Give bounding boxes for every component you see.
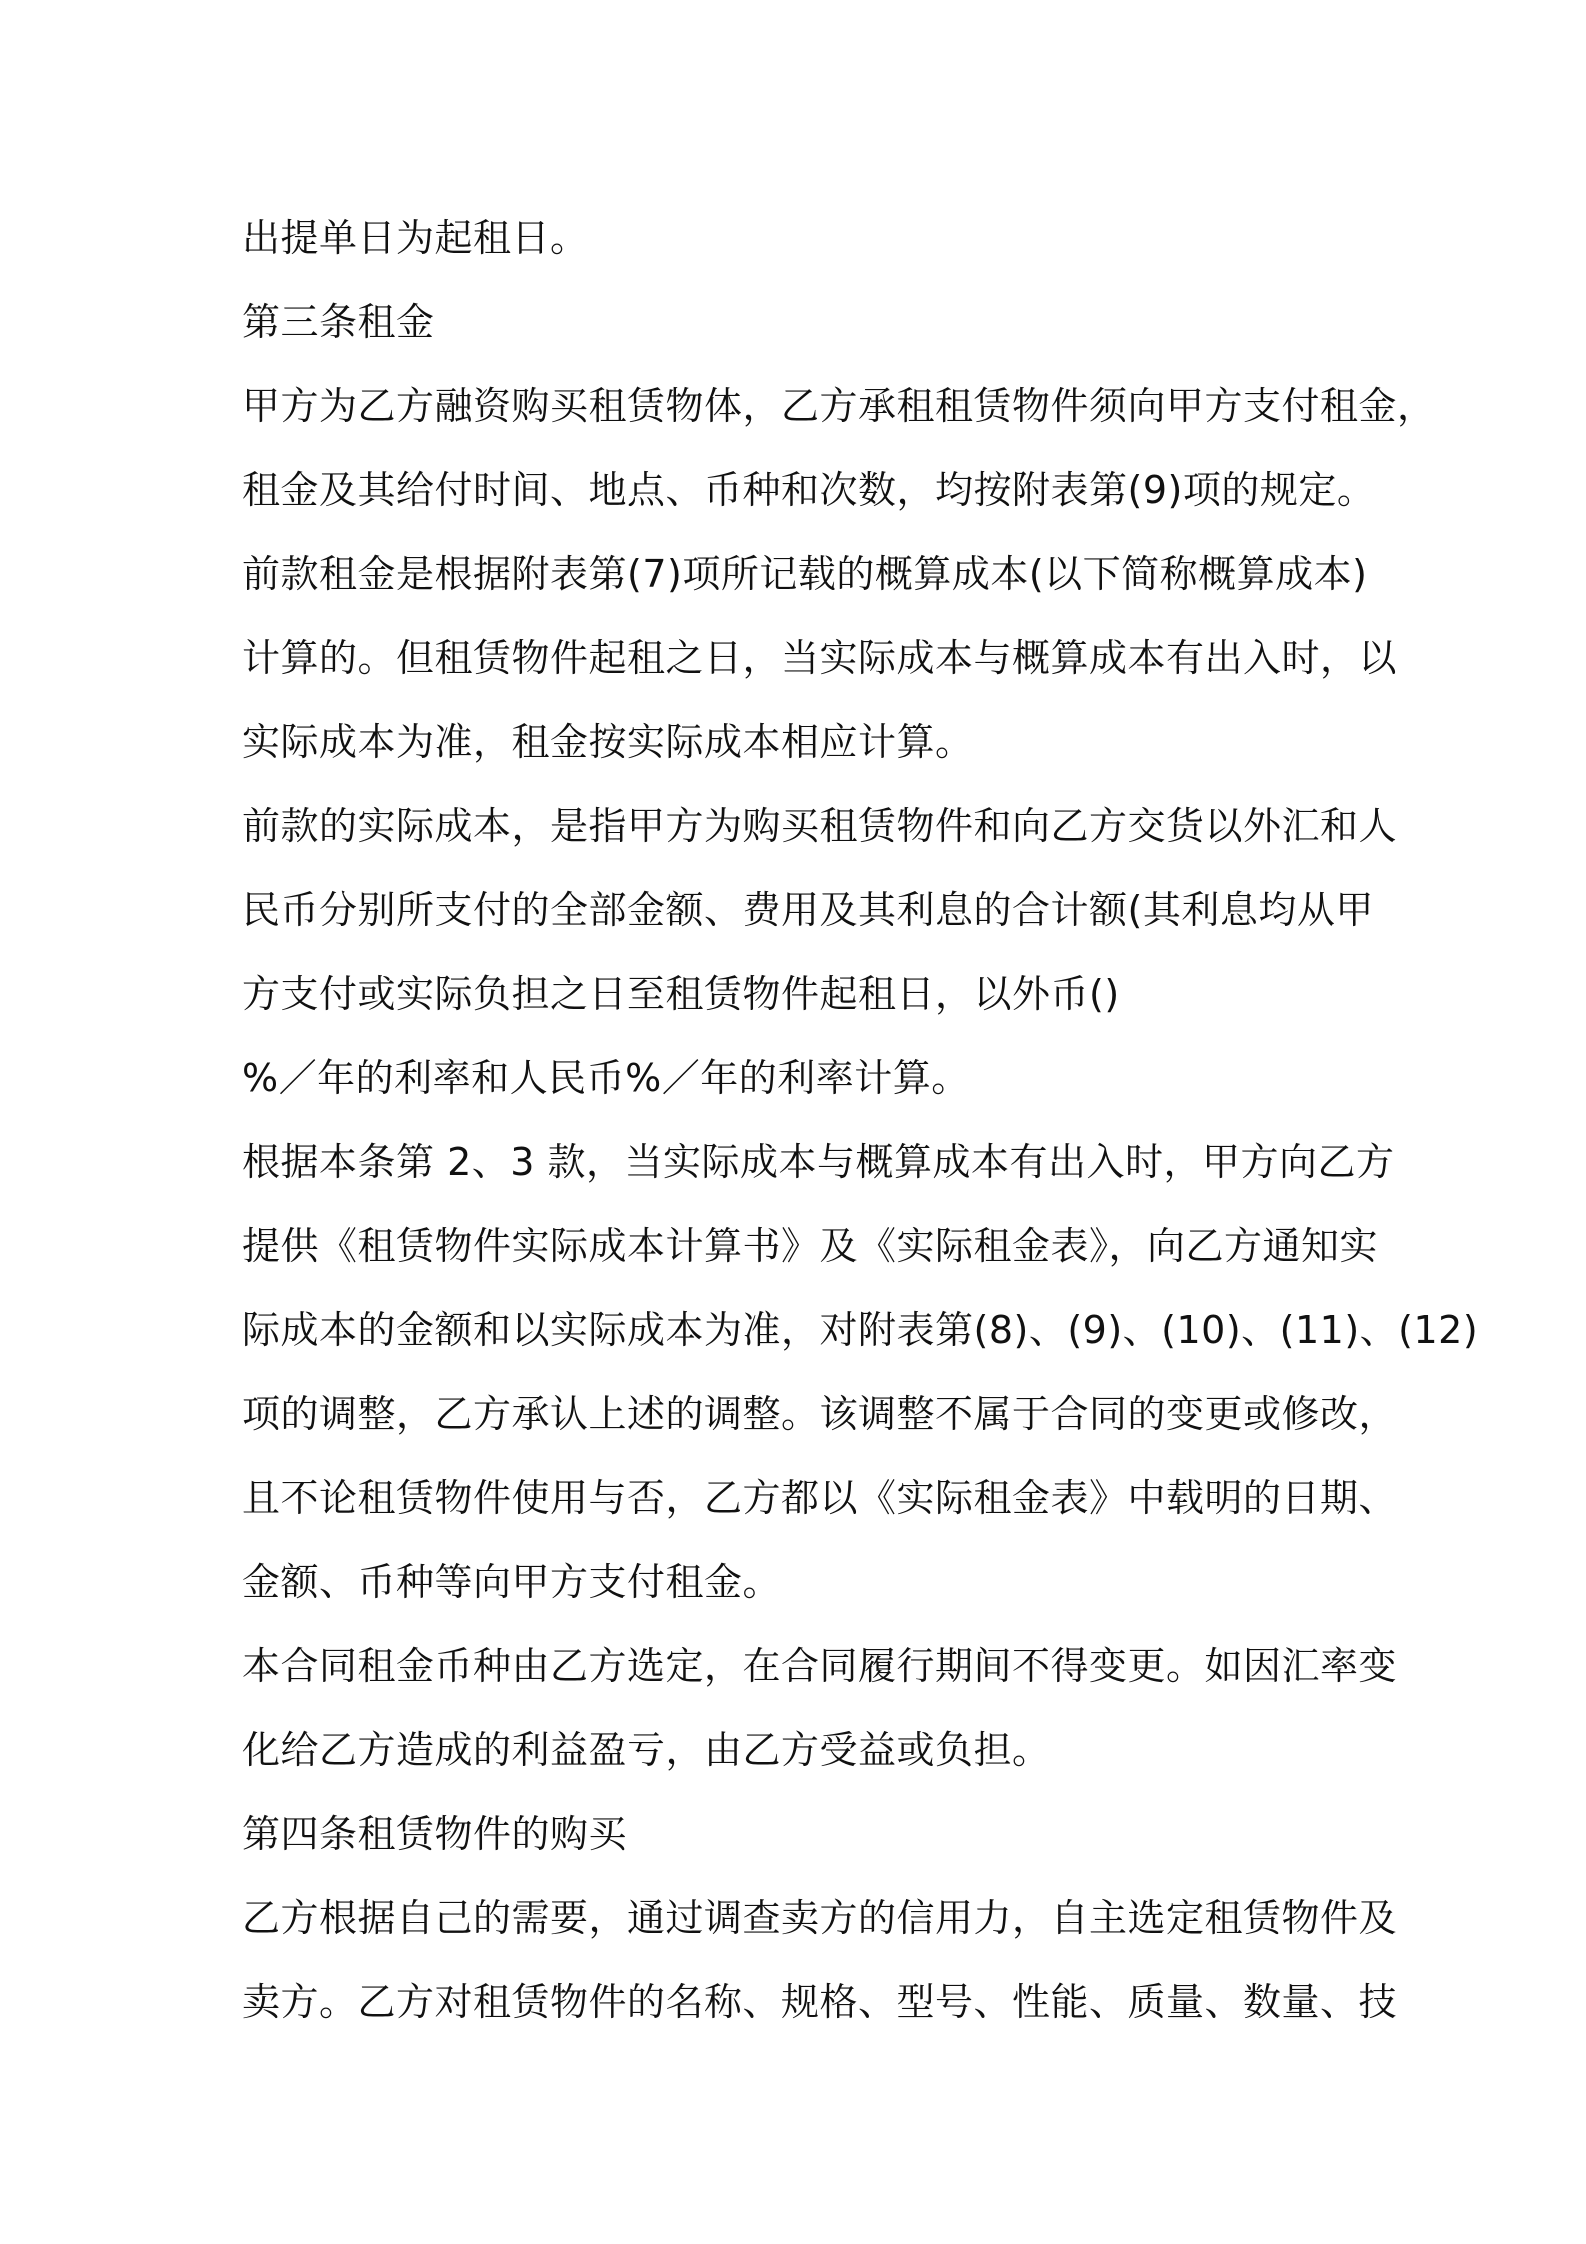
text-line: 方支付或实际负担之日至租赁物件起租日，以外币() (242, 972, 1120, 1016)
section-heading-article-3: 第三条租金 (242, 300, 435, 344)
document-body (242, 196, 1479, 2044)
text-line: 甲方为乙方融资购买租赁物体，乙方承租租赁物件须向甲方支付租金， (242, 384, 1436, 428)
text-line: 卖方。乙方对租赁物件的名称、规格、型号、性能、质量、数量、技 (242, 1980, 1398, 2024)
text-line: 实际成本为准，租金按实际成本相应计算。 (242, 720, 974, 764)
text-line: %／年的利率和人民币%／年的利率计算。 (242, 1056, 970, 1100)
text-line: 计算的。但租赁物件起租之日，当实际成本与概算成本有出入时，以 (242, 636, 1398, 680)
text-line: 本合同租金币种由乙方选定，在合同履行期间不得变更。如因汇率变 (242, 1644, 1398, 1688)
text-line: 民币分别所支付的全部金额、费用及其利息的合计额(其利息均从甲 (242, 888, 1374, 932)
section-heading-article-4: 第四条租赁物件的购买 (242, 1812, 628, 1856)
text-line: 提供《租赁物件实际成本计算书》及《实际租金表》，向乙方通知实 (242, 1224, 1379, 1268)
text-line: 际成本的金额和以实际成本为准，对附表第(8)、(9)、(10)、(11)、(12) (242, 1308, 1479, 1352)
text-line: 项的调整，乙方承认上述的调整。该调整不属于合同的变更或修改， (242, 1392, 1398, 1436)
text-line: 前款的实际成本，是指甲方为购买租赁物件和向乙方交货以外汇和人 (242, 804, 1398, 848)
text-line: 且不论租赁物件使用与否，乙方都以《实际租金表》中载明的日期、 (242, 1476, 1398, 1520)
text-line: 金额、币种等向甲方支付租金。 (242, 1560, 782, 1604)
text-line: 化给乙方造成的利益盈亏，由乙方受益或负担。 (242, 1728, 1051, 1772)
text-line: 租金及其给付时间、地点、币种和次数，均按附表第(9)项的规定。 (242, 468, 1376, 512)
text-line: 乙方根据自己的需要，通过调查卖方的信用力，自主选定租赁物件及 (242, 1896, 1398, 1940)
text-line: 根据本条第 2、3 款，当实际成本与概算成本有出入时，甲方向乙方 (242, 1140, 1395, 1184)
text-line: 出提单日为起租日。 (242, 216, 589, 260)
text-line: 前款租金是根据附表第(7)项所记载的概算成本(以下简称概算成本) (242, 552, 1368, 596)
